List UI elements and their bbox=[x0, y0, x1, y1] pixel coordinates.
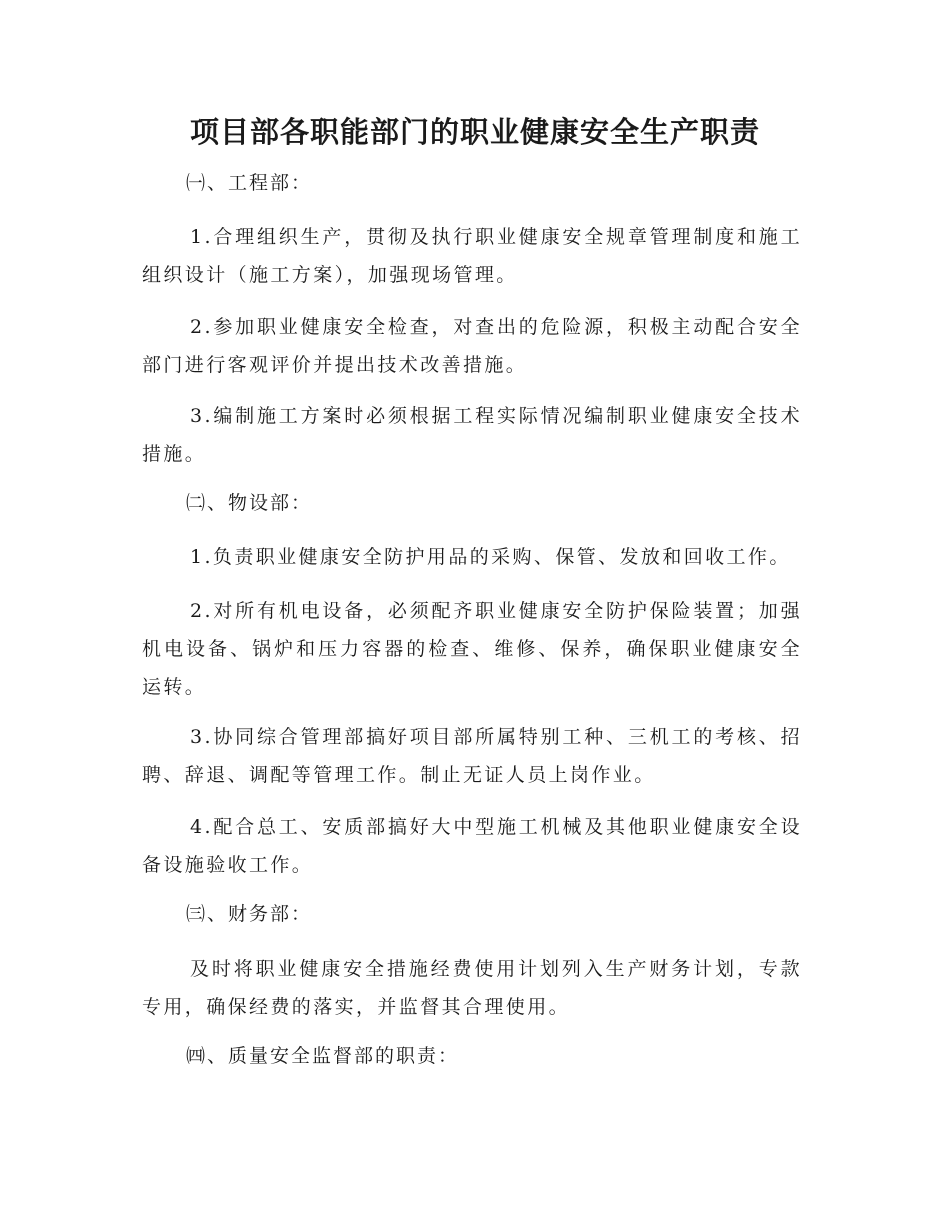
paragraph-engineering-2: 2.参加职业健康安全检查，对查出的危险源，积极主动配合安全部门进行客观评价并提出技术改善措施。 bbox=[142, 316, 802, 376]
section-heading-engineering: ㈠、工程部： bbox=[186, 172, 313, 194]
paragraph-engineering-3: 3.编制施工方案时必须根据工程实际情况编制职业健康安全技术措施。 bbox=[142, 405, 802, 465]
paragraph-materials-2: 2.对所有机电设备，必须配齐职业健康安全防护保险装置；加强机电设备、锅炉和压力容器的检查、维修、保养，确保职业健康安全运转。 bbox=[142, 600, 802, 698]
paragraph-materials-4: 4.配合总工、安质部搞好大中型施工机械及其他职业健康安全设备设施验收工作。 bbox=[142, 816, 802, 876]
paragraph-engineering-1: 1.合理组织生产，贯彻及执行职业健康安全规章管理制度和施工组织设计（施工方案），加强现场管理。 bbox=[142, 226, 802, 286]
section-heading-quality-safety: ㈣、质量安全监督部的职责： bbox=[186, 1045, 460, 1067]
section-heading-finance: ㈢、财务部： bbox=[186, 903, 313, 925]
section-heading-materials: ㈡、物设部： bbox=[186, 492, 313, 514]
paragraph-materials-3: 3.协同综合管理部搞好项目部所属特别工种、三机工的考核、招聘、辞退、调配等管理工作。制止无证人员上岗作业。 bbox=[142, 726, 802, 786]
paragraph-materials-1: 1.负责职业健康安全防护用品的采购、保管、发放和回收工作。 bbox=[190, 546, 791, 568]
document-title: 项目部各职能部门的职业健康安全生产职责 bbox=[189, 115, 760, 149]
paragraph-finance-1: 及时将职业健康安全措施经费使用计划列入生产财务计划，专款专用，确保经费的落实，并监督其合理使用。 bbox=[142, 958, 802, 1018]
